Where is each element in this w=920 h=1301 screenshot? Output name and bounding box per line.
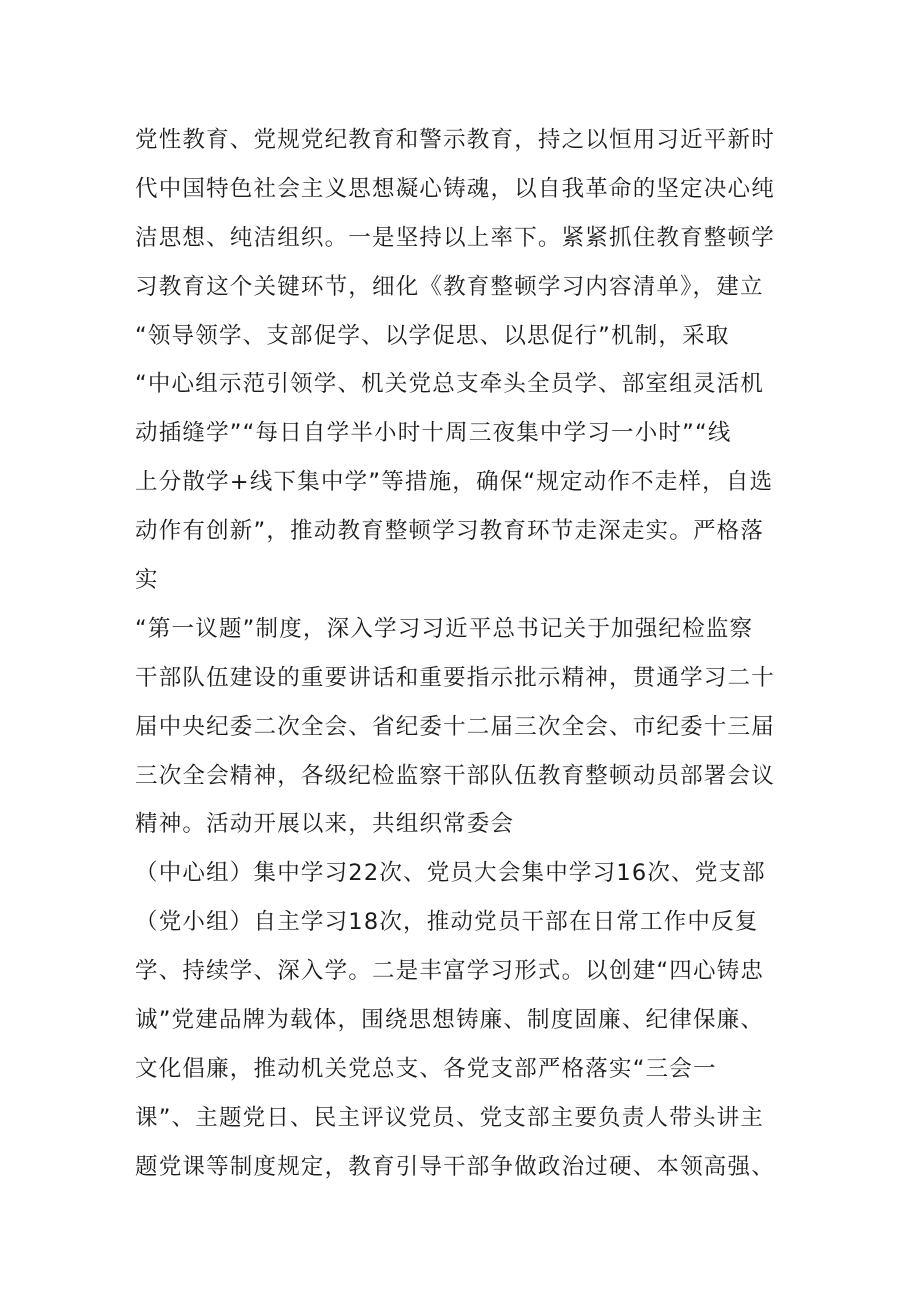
text-line: 动插缝学”“每日自学半小时十周三夜集中学习一小时”“线 (135, 420, 732, 447)
text-line: 党性教育、党规党纪教育和警示教育，持之以恒用习近平新时 (135, 127, 775, 153)
text-line: （党小组）自主学习18次，推动党员干部在日常工作中反复 (135, 909, 759, 936)
text-line: 题党课等制度规定，教育引导干部争做政治过硬、本领高强、 (135, 1153, 775, 1180)
text-line: 精神。活动开展以来，共组织常委会 (135, 811, 515, 838)
text-line: 届中央纪委二次全会、省纪委十二届三次全会、市纪委十三届 (135, 713, 775, 740)
text-line: 习教育这个关键环节，细化《教育整顿学习内容清单》，建立 (135, 273, 764, 300)
text-line: （中心组）集中学习22次、党员大会集中学习16次、党支部 (135, 860, 766, 887)
text-line: “领导领学、支部促学、以学促思、以思促行”机制，采取 (135, 322, 730, 349)
text-line: 文化倡廉，推动机关党总支、各党支部严格落实“三会一 (135, 1055, 717, 1082)
text-line: 诚”党建品牌为载体，围绕思想铸廉、制度固廉、纪律保廉、 (135, 1007, 765, 1034)
text-line: 洁思想、纯洁组织。一是坚持以上率下。紧紧抓住教育整顿学 (135, 224, 775, 251)
text-line: 动作有创新”，推动教育整顿学习教育环节走深走实。严格落 (135, 518, 765, 545)
text-line: “第一议题”制度，深入学习习近平总书记关于加强纪检监察 (135, 615, 754, 642)
text-line: 课”、主题党日、民主评议党员、党支部主要负责人带头讲主 (135, 1104, 765, 1131)
text-line: “中心组示范引领学、机关党总支牵头全员学、部室组灵活机 (135, 371, 765, 398)
text-line: 三次全会精神，各级纪检监察干部队伍教育整顿动员部署会议 (135, 762, 775, 789)
text-line: 实 (135, 567, 159, 594)
text-line: 上分散学+线下集中学”等措施，确保“规定动作不走样，自选 (135, 469, 774, 496)
text-line: 代中国特色社会主义思想凝心铸魂，以自我革命的坚定决心纯 (135, 175, 775, 202)
text-line: 学、持续学、深入学。二是丰富学习形式。以创建“四心铸忠 (135, 958, 765, 985)
text-line: 干部队伍建设的重要讲话和重要指示批示精神，贯通学习二十 (135, 664, 775, 691)
body-text (135, 116, 795, 1192)
